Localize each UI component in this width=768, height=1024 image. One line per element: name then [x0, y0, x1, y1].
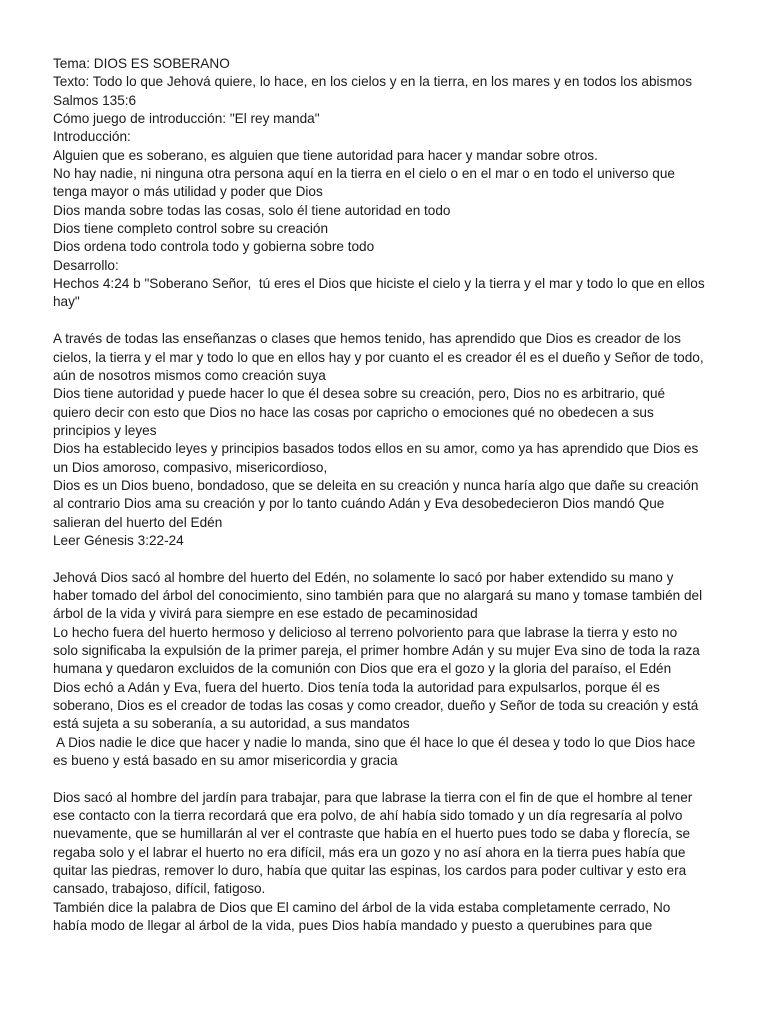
- doc-line: ese contacto con la tierra recordará que era polvo, de ahí había sido tomado y un día regresaría al polvo: [53, 808, 683, 824]
- doc-line: Hechos 4:24 b "Soberano Señor, tú eres el Dios que hiciste el cielo y la tierra y el mar y todo lo que en ellos: [53, 276, 705, 292]
- doc-line: salieran del huerto del Edén: [53, 514, 223, 530]
- doc-line: A través de todas las enseñanzas o clases que hemos tenido, has aprendido que Dios es creador de los: [53, 331, 681, 347]
- doc-line: Jehová Dios sacó al hombre del huerto del Edén, no solamente lo sacó por haber extendido su mano y: [53, 569, 674, 585]
- doc-line: principios y leyes: [53, 422, 157, 438]
- doc-line: había modo de llegar al árbol de la vida, pues Dios había mandado y puesto a querubines para que: [53, 918, 653, 934]
- doc-line: Alguien que es soberano, es alguien que tiene autoridad para hacer y mandar sobre otros.: [53, 147, 598, 163]
- doc-line: es bueno y está basado en su amor misericordia y gracia: [53, 753, 398, 769]
- doc-line: No hay nadie, ni ninguna otra persona aquí en la tierra en el cielo o en el mar o en todo el universo que: [53, 166, 675, 182]
- doc-line: árbol de la vida y vivirá para siempre en ese estado de pecaminosidad: [53, 606, 478, 622]
- doc-line: [53, 550, 718, 568]
- document-page: [53, 55, 718, 936]
- doc-line: nuevamente, que se humillarán al ver el contraste que había en el huerto pues todo se daba y florecía, se: [53, 826, 691, 842]
- doc-line: solo significaba la expulsión de la primer pareja, el primer hombre Adán y su mujer Eva sino de toda la raza: [53, 643, 700, 658]
- doc-line: Dios manda sobre todas las cosas, solo él tiene autoridad en todo: [53, 202, 451, 218]
- doc-line: soberano, Dios es el creador de todas las cosas y como creador, dueño y Señor de toda su creación y está: [53, 698, 699, 714]
- doc-line: [53, 312, 718, 330]
- doc-line: Dios sacó al hombre del jardín para trabajar, para que labrase la tierra con el fin de que el hombre al tener: [53, 789, 693, 805]
- doc-line: A Dios nadie le dice que hacer y nadie lo manda, sino que él hace lo que él desea y todo lo que Dios hace: [53, 734, 696, 750]
- doc-line: Introducción:: [53, 129, 131, 145]
- doc-line: Dios ha establecido leyes y principios basados todos ellos en su amor, como ya has aprendido que Dios es: [53, 441, 699, 457]
- doc-line: Dios es un Dios bueno, bondadoso, que se deleita en su creación y nunca haría algo que dañe su creación: [53, 477, 699, 493]
- doc-line: Dios tiene autoridad y puede hacer lo que él desea sobre su creación, pero, Dios no es arbitrario, qué: [53, 386, 666, 402]
- doc-line: Leer Génesis 3:22-24: [53, 532, 184, 548]
- doc-line: regaba solo y el labrar el huerto no era difícil, más era un gozo y no así ahora en la tierra pues había que: [53, 844, 686, 860]
- doc-line: tenga mayor o más utilidad y poder que Dios: [53, 184, 323, 200]
- doc-line: un Dios amoroso, compasivo, misericordioso,: [53, 459, 328, 475]
- doc-line: También dice la palabra de Dios que El camino del árbol de la vida estaba completamente cerrado, No: [53, 899, 671, 915]
- doc-line: Texto: Todo lo que Jehová quiere, lo hace, en los cielos y en la tierra, en los mares y en todos los abismos: [53, 74, 693, 90]
- doc-line: Lo hecho fuera del huerto hermoso y delicioso al terreno polvoriento para que labrase la tierra y esto no: [53, 624, 678, 640]
- doc-line: está sujeta a su soberanía, a su autoridad, a sus mandatos: [53, 716, 410, 732]
- doc-line: Dios tiene completo control sobre su creación: [53, 221, 329, 237]
- doc-line: aún de nosotros mismos como creación suya: [53, 367, 326, 383]
- doc-line: al contrario Dios ama su creación y por lo tanto cuándo Adán y Eva desobedecieron Dios mandó Que: [53, 496, 665, 512]
- doc-line: Tema: DIOS ES SOBERANO: [53, 56, 230, 71]
- doc-line: [53, 770, 718, 788]
- doc-line: quiero decir con esto que Dios no hace las cosas por capricho o emociones qué no obedecen a sus: [53, 404, 654, 420]
- doc-line: cielos, la tierra y el mar y todo lo que en ellos hay y por cuanto el es creador él es el dueño y Señor de todo,: [53, 349, 704, 365]
- doc-line: Desarrollo:: [53, 257, 119, 273]
- doc-line: quitar las piedras, remover lo duro, había que quitar las espinas, los cardos para poder cultivar y esto era: [53, 863, 687, 879]
- doc-line: Salmos 135:6: [53, 92, 137, 108]
- doc-line: humana y quedaron excluidos de la comunión con Dios que era el gozo y la gloria del paraíso, el Edén: [53, 661, 672, 677]
- doc-line: Cómo juego de introducción: "El rey manda": [53, 111, 320, 127]
- doc-line: cansado, trabajoso, difícil, fatigoso.: [53, 881, 266, 897]
- doc-line: haber tomado del árbol del conocimiento, sino también para que no alargará su mano y tomase también del: [53, 587, 703, 603]
- doc-line: Dios ordena todo controla todo y gobierna sobre todo: [53, 239, 375, 255]
- doc-line: Dios echó a Adán y Eva, fuera del huerto. Dios tenía toda la autoridad para expulsarlos, porque él es: [53, 679, 660, 695]
- doc-line: hay": [53, 294, 80, 310]
